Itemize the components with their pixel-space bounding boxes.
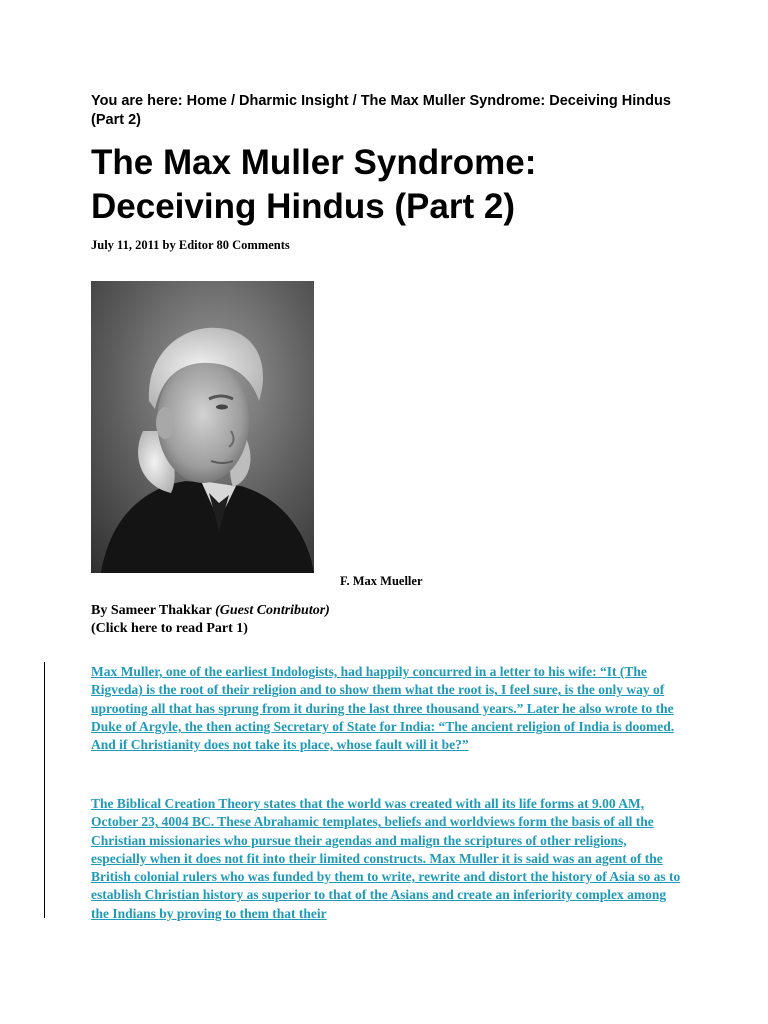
quote-rule [44,662,45,918]
byline-author: By Sameer Thakkar [91,603,212,618]
article-paragraph [91,663,681,754]
title-line-1: The Max Muller Syndrome: [91,143,537,182]
image-caption: F. Max Mueller [340,574,423,588]
paragraph-link[interactable]: The Biblical Creation Theory states that the world was created with all its life forms at 9.00 AM, October 23, 4004 BC. These Abrahamic templates, beliefs and worldviews form the basis of all the Christian missionaries who pursue their agendas and malign the scriptures of other religions, especially when it does not fit into their limited constructs. Max Muller it is said was an agent of the British colonial rulers who was funded by them to write, rewrite and distort the history of Asia so as to establish Christian history as superior to that of the Asians and create an inferiority complex among the Indians by proving to them that their [91,796,681,921]
post-meta [91,237,290,253]
breadcrumb [91,92,691,130]
page-title [91,141,711,229]
part1-link[interactable]: (Click here to read Part 1) [91,621,248,636]
breadcrumb-home-link[interactable]: Home [186,93,227,109]
post-comments-link[interactable]: 80 Comments [216,238,290,252]
breadcrumb-separator: / [352,93,357,109]
breadcrumb-separator: / [230,93,235,109]
breadcrumb-prefix: You are here: [91,93,183,109]
title-line-2: Deceiving Hindus (Part 2) [91,187,515,226]
portrait-image [91,281,314,573]
byline-role: (Guest Contributor) [215,603,330,618]
post-by: by [162,238,176,252]
byline [91,602,330,638]
post-author-link[interactable]: Editor [178,238,214,252]
breadcrumb-section-link[interactable]: Dharmic Insight [239,93,349,109]
breadcrumb-current: The Max Muller Syndrome: Deceiving Hindus (Part 2) [91,93,671,128]
post-date: July 11, 2011 [91,238,160,252]
article-paragraph [91,795,681,923]
paragraph-link[interactable]: Max Muller, one of the earliest Indologists, had happily concurred in a letter to his wife: “It (The Rigveda) is the root of their religion and to show them what the root is, I feel sure, is the only way of uprooting all that has sprung from it during the last three thousand years.” Later he also wrote to the Duke of Argyle, the then acting Secretary of State for India: “The ancient religion of India is doomed. And if Christianity does not take its place, whose fault will it be?” [91,664,675,753]
